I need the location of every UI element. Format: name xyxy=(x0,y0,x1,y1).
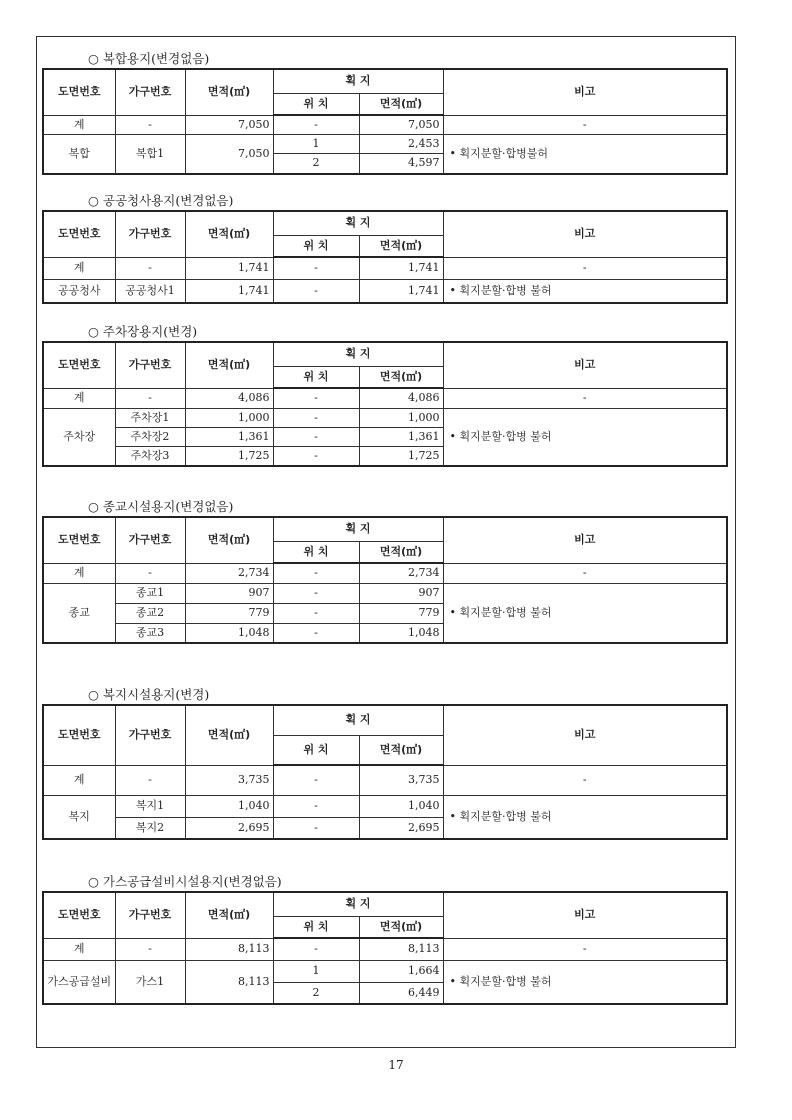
remark-cell: • 획지분할·합병 불허 xyxy=(443,279,727,303)
header-lot-no: 가구번호 xyxy=(115,892,185,938)
parcel-table xyxy=(42,891,728,1005)
header-parcel: 획 지 xyxy=(273,211,443,235)
header-parcel-area: 면적(㎡) xyxy=(359,541,443,563)
remark-cell: • 획지분할·합병불허 xyxy=(443,135,727,174)
lot-no-cell: 주차장2 xyxy=(115,427,185,446)
area-cell: 1,048 xyxy=(185,623,273,643)
area-cell: 1,741 xyxy=(185,279,273,303)
header-remarks: 비고 xyxy=(443,705,727,765)
total-row xyxy=(43,563,727,583)
land-use-section xyxy=(42,50,726,175)
header-sheet-no: 도면번호 xyxy=(43,517,115,563)
total-area-cell: 2,734 xyxy=(185,563,273,583)
position-cell: 2 xyxy=(273,982,359,1004)
total-parcel-area-cell: 2,734 xyxy=(359,563,443,583)
header-area: 면적(㎡) xyxy=(185,211,273,257)
header-remarks: 비고 xyxy=(443,342,727,388)
header-parcel-area: 면적(㎡) xyxy=(359,366,443,388)
total-area-cell: 8,113 xyxy=(185,938,273,960)
header-remarks: 비고 xyxy=(443,211,727,257)
sheet-no-cell: 종교 xyxy=(43,583,115,643)
header-parcel: 획 지 xyxy=(273,705,443,735)
total-lot-cell: - xyxy=(115,938,185,960)
header-sheet-no: 도면번호 xyxy=(43,69,115,115)
land-use-section xyxy=(42,686,726,840)
remark-cell: • 획지분할·합병 불허 xyxy=(443,408,727,466)
header-position: 위 치 xyxy=(273,235,359,257)
total-parcel-area-cell: 3,735 xyxy=(359,765,443,795)
total-area-cell: 7,050 xyxy=(185,115,273,135)
total-sheet-cell: 계 xyxy=(43,563,115,583)
lot-no-cell: 주차장1 xyxy=(115,408,185,427)
header-remarks: 비고 xyxy=(443,517,727,563)
lot-no-cell: 복지1 xyxy=(115,795,185,817)
total-sheet-cell: 계 xyxy=(43,388,115,408)
parcel-table xyxy=(42,210,728,304)
page-number: 17 xyxy=(388,1058,404,1072)
header-parcel: 획 지 xyxy=(273,517,443,541)
area-cell: 779 xyxy=(185,603,273,623)
table-row xyxy=(43,960,727,982)
sheet-no-cell: 가스공급설비 xyxy=(43,960,115,1004)
header-position: 위 치 xyxy=(273,93,359,115)
position-cell: 1 xyxy=(273,960,359,982)
section-title: ○ 공공청사용지(변경없음) xyxy=(88,193,234,208)
total-remark-cell: - xyxy=(443,938,727,960)
position-cell: - xyxy=(273,795,359,817)
header-position: 위 치 xyxy=(273,541,359,563)
lot-no-cell: 복지2 xyxy=(115,817,185,839)
total-row xyxy=(43,257,727,279)
parcel-table xyxy=(42,516,728,644)
total-remark-cell: - xyxy=(443,388,727,408)
lot-no-cell: 종교1 xyxy=(115,583,185,603)
header-sheet-no: 도면번호 xyxy=(43,211,115,257)
total-row xyxy=(43,388,727,408)
area-cell: 1,040 xyxy=(185,795,273,817)
header-sheet-no: 도면번호 xyxy=(43,342,115,388)
header-position: 위 치 xyxy=(273,735,359,765)
total-lot-cell: - xyxy=(115,115,185,135)
total-row xyxy=(43,765,727,795)
table-row xyxy=(43,135,727,154)
header-parcel-area: 면적(㎡) xyxy=(359,916,443,938)
header-position: 위 치 xyxy=(273,916,359,938)
sheet-no-cell: 복합 xyxy=(43,135,115,174)
header-remarks: 비고 xyxy=(443,892,727,938)
total-position-cell: - xyxy=(273,388,359,408)
parcel-area-cell: 4,597 xyxy=(359,154,443,174)
table-row xyxy=(43,279,727,303)
section-title: ○ 종교시설용지(변경없음) xyxy=(88,499,234,514)
total-position-cell: - xyxy=(273,115,359,135)
parcel-area-cell: 779 xyxy=(359,603,443,623)
remark-cell: • 획지분할·합병 불허 xyxy=(443,583,727,643)
position-cell: 2 xyxy=(273,154,359,174)
lot-no-cell: 주차장3 xyxy=(115,446,185,466)
header-position: 위 치 xyxy=(273,366,359,388)
header-remarks: 비고 xyxy=(443,69,727,115)
lot-no-cell: 가스1 xyxy=(115,960,185,1004)
parcel-table xyxy=(42,704,728,840)
position-cell: - xyxy=(273,817,359,839)
total-row xyxy=(43,938,727,960)
parcel-table xyxy=(42,341,728,467)
remark-cell: • 획지분할·합병 불허 xyxy=(443,960,727,1004)
land-use-section xyxy=(42,498,726,644)
sheet-no-cell: 복지 xyxy=(43,795,115,839)
parcel-area-cell: 1,040 xyxy=(359,795,443,817)
sheet-no-cell: 주차장 xyxy=(43,408,115,466)
total-row xyxy=(43,115,727,135)
parcel-area-cell: 1,000 xyxy=(359,408,443,427)
header-area: 면적(㎡) xyxy=(185,892,273,938)
header-lot-no: 가구번호 xyxy=(115,69,185,115)
parcel-area-cell: 907 xyxy=(359,583,443,603)
total-parcel-area-cell: 8,113 xyxy=(359,938,443,960)
header-area: 면적(㎡) xyxy=(185,342,273,388)
area-cell: 7,050 xyxy=(185,135,273,174)
total-lot-cell: - xyxy=(115,563,185,583)
parcel-table xyxy=(42,68,728,175)
total-position-cell: - xyxy=(273,257,359,279)
total-remark-cell: - xyxy=(443,765,727,795)
header-lot-no: 가구번호 xyxy=(115,342,185,388)
header-sheet-no: 도면번호 xyxy=(43,892,115,938)
land-use-section xyxy=(42,323,726,467)
total-area-cell: 1,741 xyxy=(185,257,273,279)
parcel-area-cell: 2,453 xyxy=(359,135,443,154)
header-parcel-area: 면적(㎡) xyxy=(359,93,443,115)
total-sheet-cell: 계 xyxy=(43,765,115,795)
section-title: ○ 가스공급설비시설용지(변경없음) xyxy=(88,874,282,889)
total-sheet-cell: 계 xyxy=(43,938,115,960)
header-lot-no: 가구번호 xyxy=(115,517,185,563)
area-cell: 8,113 xyxy=(185,960,273,1004)
area-cell: 1,725 xyxy=(185,446,273,466)
parcel-area-cell: 1,361 xyxy=(359,427,443,446)
total-area-cell: 3,735 xyxy=(185,765,273,795)
lot-no-cell: 종교3 xyxy=(115,623,185,643)
total-sheet-cell: 계 xyxy=(43,257,115,279)
total-area-cell: 4,086 xyxy=(185,388,273,408)
total-lot-cell: - xyxy=(115,765,185,795)
lot-no-cell: 종교2 xyxy=(115,603,185,623)
position-cell: - xyxy=(273,427,359,446)
header-lot-no: 가구번호 xyxy=(115,211,185,257)
parcel-area-cell: 2,695 xyxy=(359,817,443,839)
lot-no-cell: 공공청사1 xyxy=(115,279,185,303)
total-sheet-cell: 계 xyxy=(43,115,115,135)
section-title: ○ 복지시설용지(변경) xyxy=(88,687,210,702)
area-cell: 1,000 xyxy=(185,408,273,427)
header-parcel: 획 지 xyxy=(273,892,443,916)
land-use-section xyxy=(42,192,726,304)
parcel-area-cell: 6,449 xyxy=(359,982,443,1004)
section-title: ○ 주차장용지(변경) xyxy=(88,324,198,339)
total-remark-cell: - xyxy=(443,563,727,583)
position-cell: - xyxy=(273,408,359,427)
header-parcel: 획 지 xyxy=(273,342,443,366)
section-title: ○ 복합용지(변경없음) xyxy=(88,51,210,66)
total-parcel-area-cell: 4,086 xyxy=(359,388,443,408)
area-cell: 2,695 xyxy=(185,817,273,839)
total-remark-cell: - xyxy=(443,115,727,135)
total-remark-cell: - xyxy=(443,257,727,279)
area-cell: 907 xyxy=(185,583,273,603)
table-row xyxy=(43,583,727,603)
header-parcel-area: 면적(㎡) xyxy=(359,735,443,765)
lot-no-cell: 복합1 xyxy=(115,135,185,174)
position-cell: - xyxy=(273,279,359,303)
position-cell: - xyxy=(273,623,359,643)
sheet-no-cell: 공공청사 xyxy=(43,279,115,303)
position-cell: - xyxy=(273,446,359,466)
header-area: 면적(㎡) xyxy=(185,517,273,563)
total-parcel-area-cell: 1,741 xyxy=(359,257,443,279)
total-position-cell: - xyxy=(273,563,359,583)
total-position-cell: - xyxy=(273,765,359,795)
table-row xyxy=(43,408,727,427)
header-sheet-no: 도면번호 xyxy=(43,705,115,765)
header-lot-no: 가구번호 xyxy=(115,705,185,765)
position-cell: 1 xyxy=(273,135,359,154)
header-area: 면적(㎡) xyxy=(185,69,273,115)
header-parcel-area: 면적(㎡) xyxy=(359,235,443,257)
remark-cell: • 획지분할·합병 불허 xyxy=(443,795,727,839)
parcel-area-cell: 1,741 xyxy=(359,279,443,303)
position-cell: - xyxy=(273,603,359,623)
total-position-cell: - xyxy=(273,938,359,960)
parcel-area-cell: 1,725 xyxy=(359,446,443,466)
header-area: 면적(㎡) xyxy=(185,705,273,765)
parcel-area-cell: 1,664 xyxy=(359,960,443,982)
parcel-area-cell: 1,048 xyxy=(359,623,443,643)
position-cell: - xyxy=(273,583,359,603)
total-lot-cell: - xyxy=(115,257,185,279)
total-parcel-area-cell: 7,050 xyxy=(359,115,443,135)
total-lot-cell: - xyxy=(115,388,185,408)
table-row xyxy=(43,795,727,817)
area-cell: 1,361 xyxy=(185,427,273,446)
land-use-section xyxy=(42,873,726,1005)
header-parcel: 획 지 xyxy=(273,69,443,93)
